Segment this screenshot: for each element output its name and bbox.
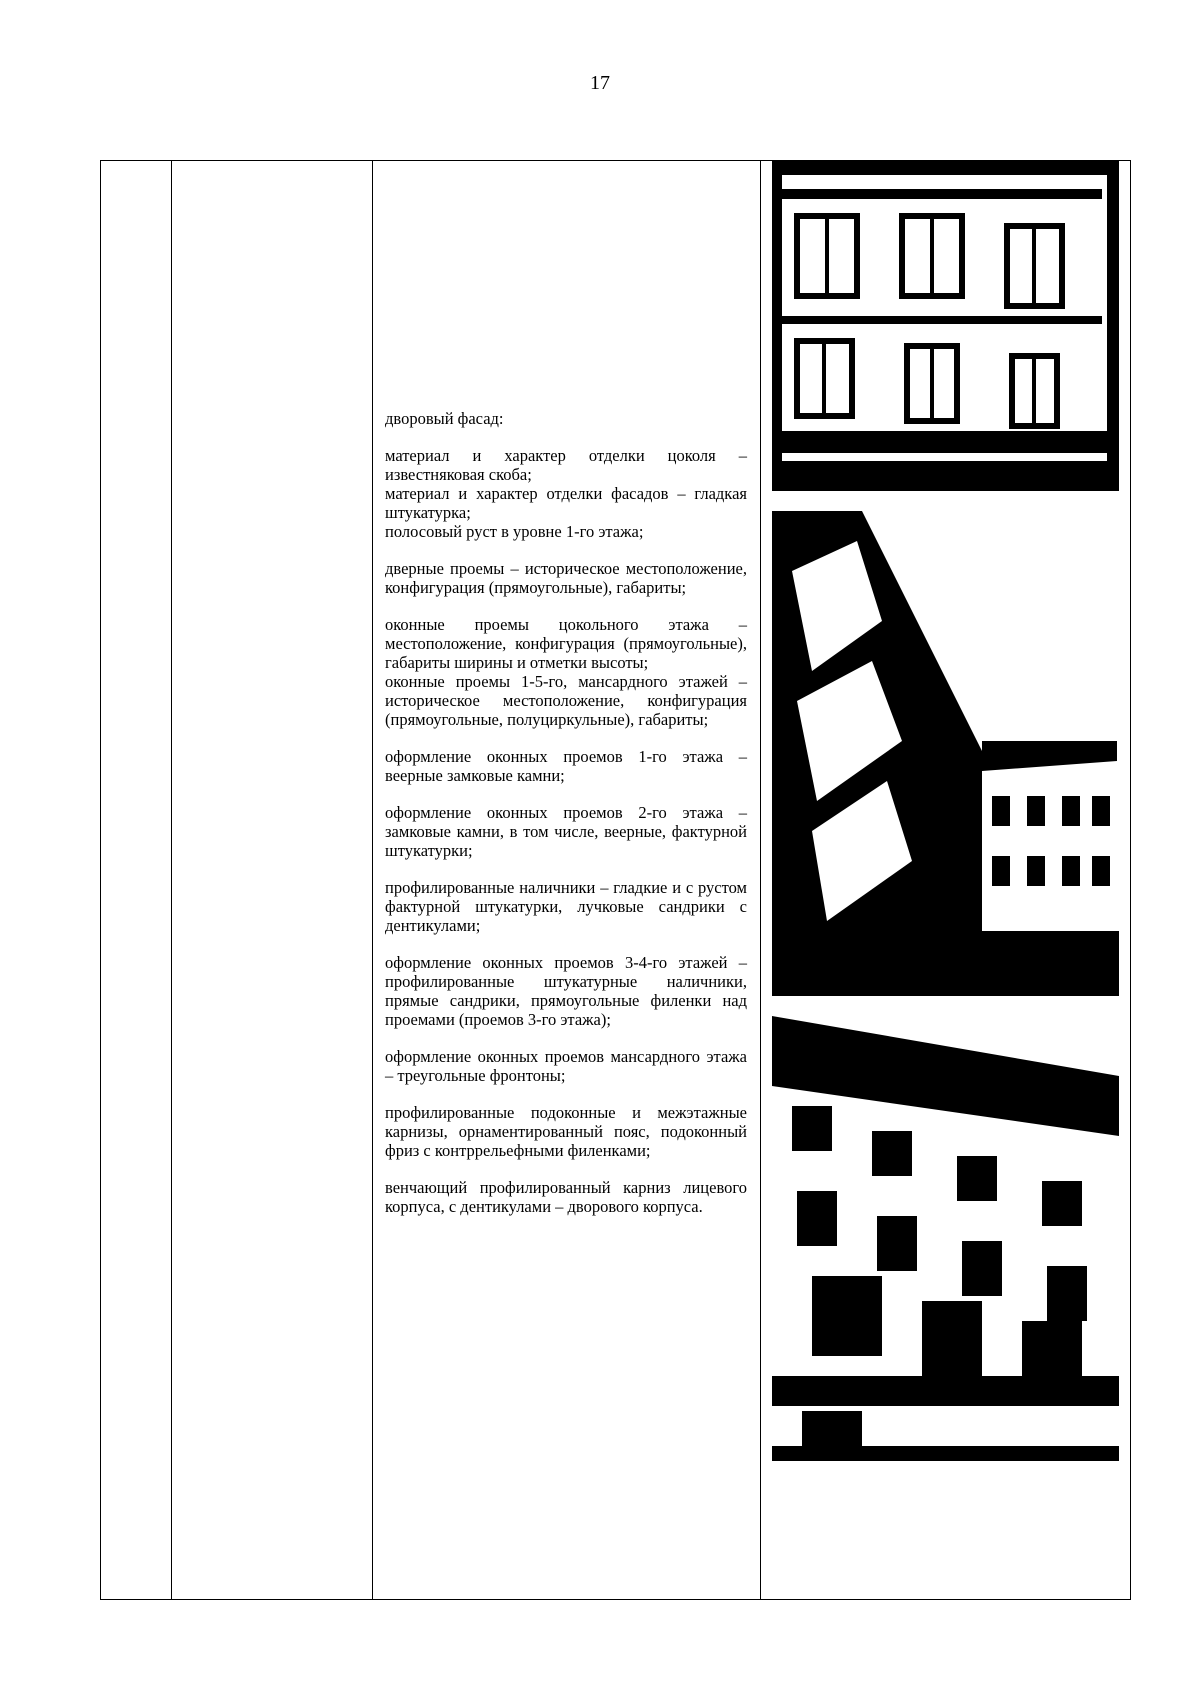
facade-item: оформление оконных проемов мансардного этажа – треугольные фронтоны; bbox=[385, 1047, 747, 1085]
column-divider bbox=[760, 161, 761, 1599]
column-divider bbox=[171, 161, 172, 1599]
facade-item: дверные проемы – историческое местоположение, конфигурация (прямоугольные), габариты; bbox=[385, 559, 747, 597]
facade-item: оконные проемы цокольного этажа – местоположение, конфигурация (прямоугольные), габариты ширины и отметки высоты; bbox=[385, 615, 747, 672]
facade-item: оконные проемы 1-5-го, мансардного этажей – историческое местоположение, конфигурация (прямоугольные, полуциркульные), габариты; bbox=[385, 672, 747, 729]
column-divider bbox=[372, 161, 373, 1599]
facade-item: профилированные подоконные и межэтажные карнизы, орнаментированный пояс, подоконный фриз с контррельефными филенками; bbox=[385, 1103, 747, 1160]
courtyard-facade-photo-3 bbox=[772, 1016, 1119, 1461]
page-number: 17 bbox=[590, 72, 610, 94]
facade-item: оформление оконных проемов 2-го этажа – замковые камни, в том числе, веерные, фактурной штукатурки; bbox=[385, 803, 747, 860]
object-table bbox=[100, 160, 1131, 1600]
courtyard-facade-photo-2 bbox=[772, 511, 1119, 996]
facade-item: венчающий профилированный карниз лицевого корпуса, с дентикулами – дворового корпуса. bbox=[385, 1178, 747, 1216]
facade-item: полосовый руст в уровне 1-го этажа; bbox=[385, 522, 644, 541]
facade-heading: дворовый фасад: bbox=[385, 409, 504, 428]
facade-item: профилированные наличники – гладкие и с рустом фактурной штукатурки, лучковые сандрики с дентикулами; bbox=[385, 878, 747, 935]
facade-item: материал и характер отделки цоколя – известняковая скоба; bbox=[385, 446, 747, 484]
facade-item: оформление оконных проемов 1-го этажа – веерные замковые камни; bbox=[385, 747, 747, 785]
courtyard-facade-photo-1 bbox=[772, 161, 1119, 491]
facade-description bbox=[385, 409, 747, 1216]
facade-item: оформление оконных проемов 3-4-го этажей – профилированные штукатурные наличники, прямые сандрики, прямоугольные филенки над проемами (проемов 3-го этажа); bbox=[385, 953, 747, 1029]
facade-item: материал и характер отделки фасадов – гладкая штукатурка; bbox=[385, 484, 747, 522]
